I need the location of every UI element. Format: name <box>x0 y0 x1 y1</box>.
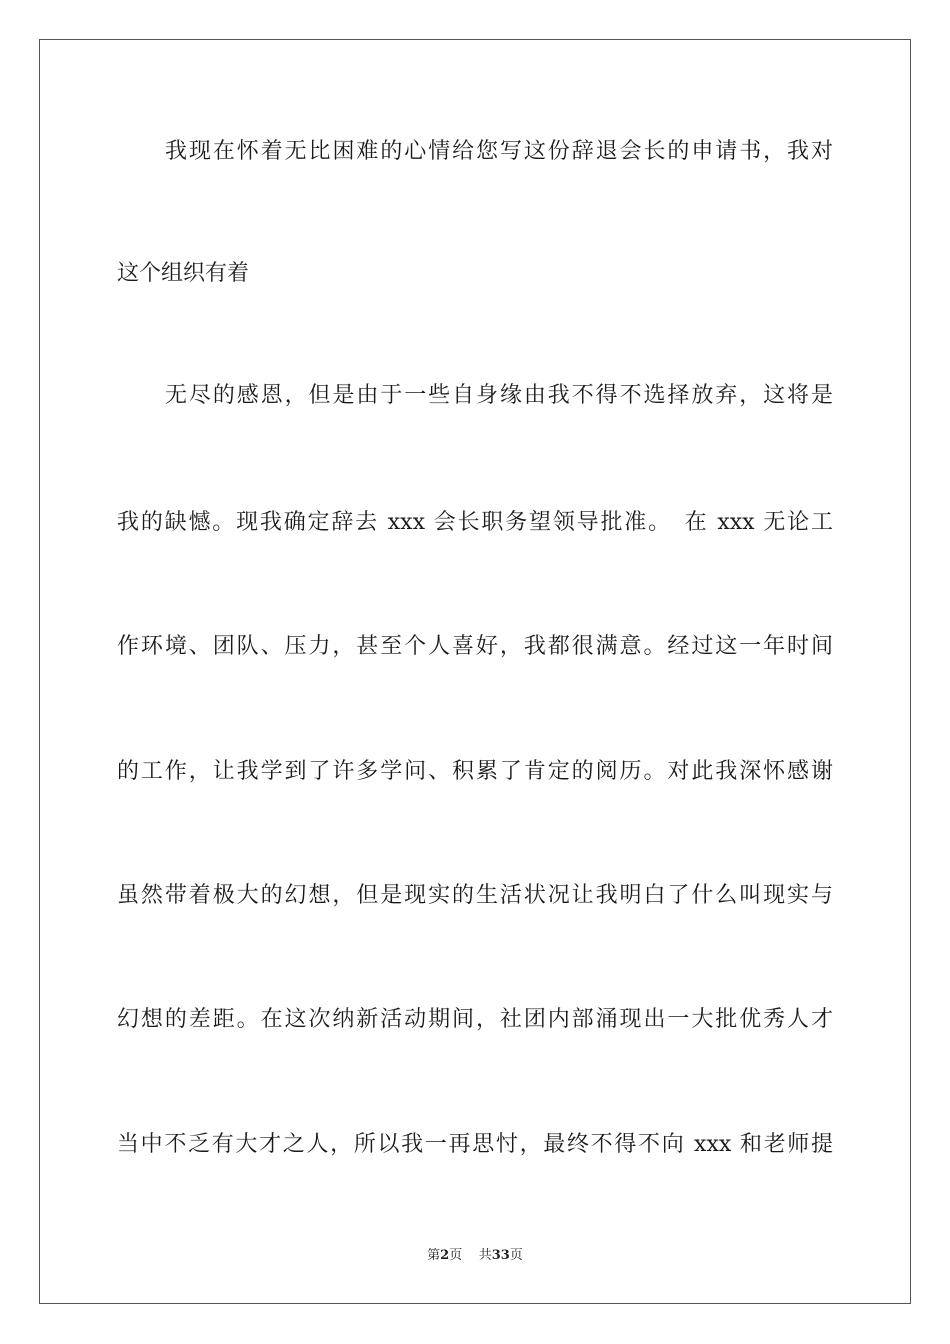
body-line-4: 我的缺憾。现我确定辞去 xxx 会长职务望领导批准。 在 xxx 无论工 <box>117 510 833 535</box>
body-line-3: 无尽的感恩，但是由于一些自身缘由我不得不选择放弃，这将是 <box>165 383 833 408</box>
body-line-1: 我现在怀着无比困难的心情给您写这份辞退会长的申请书，我对 <box>165 139 833 164</box>
total-suffix: 页 <box>509 1248 523 1263</box>
body-line-7: 虽然带着极大的幻想，但是现实的生活状况让我明白了什么叫现实与 <box>117 883 833 908</box>
body-line-9: 当中不乏有大才之人，所以我一再思忖，最终不得不向 xxx 和老师提 <box>117 1132 833 1157</box>
page-total: 33 <box>491 1248 510 1263</box>
body-line-5: 作环境、团队、压力，甚至个人喜好，我都很满意。经过这一年时间 <box>117 634 833 659</box>
page-current: 2 <box>440 1248 450 1263</box>
page-border <box>39 39 911 1304</box>
page-prefix: 第 <box>427 1248 441 1263</box>
body-line-6: 的工作，让我学到了许多学问、积累了肯定的阅历。对此我深怀感谢 <box>117 759 833 784</box>
page-footer <box>0 1247 950 1265</box>
total-prefix: 共 <box>478 1248 492 1263</box>
page-suffix: 页 <box>449 1248 463 1263</box>
body-line-2: 这个组织有着 <box>117 261 250 286</box>
body-line-8: 幻想的差距。在这次纳新活动期间，社团内部涌现出一大批优秀人才 <box>117 1007 833 1032</box>
